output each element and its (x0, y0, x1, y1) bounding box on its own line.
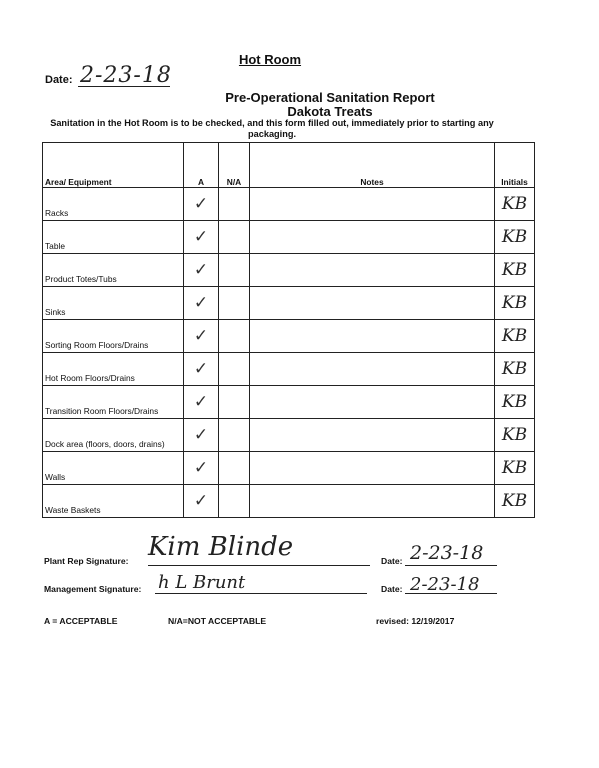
notes-cell (250, 254, 495, 287)
initials-cell: KB (495, 287, 535, 320)
table-row (43, 419, 535, 452)
acceptable-cell: ✓ (184, 188, 219, 221)
plant-rep-signature-line (148, 565, 370, 566)
area-cell: Racks (43, 188, 184, 221)
not-acceptable-cell (219, 188, 250, 221)
instruction-text: Sanitation in the Hot Room is to be checked, and this form filled out, immediately prior to starting any packaging. (50, 118, 494, 139)
initials-cell: KB (495, 188, 535, 221)
plant-rep-date: 2-23-18 (410, 542, 484, 564)
management-label: Management Signature: (44, 584, 142, 594)
section-title-text: Hot Room (238, 52, 302, 67)
acceptable-cell: ✓ (184, 221, 219, 254)
table-row (43, 452, 535, 485)
notes-cell (250, 188, 495, 221)
notes-cell (250, 353, 495, 386)
notes-cell (250, 485, 495, 518)
date-label: Date: (45, 74, 73, 86)
table-body (43, 188, 535, 518)
table-row (43, 485, 535, 518)
plant-rep-signature: Kim Blinde (148, 532, 294, 562)
col-header-area: Area/ Equipment (43, 143, 184, 188)
initials-cell: KB (495, 320, 535, 353)
management-date-label: Date: (381, 584, 403, 594)
notes-cell (250, 419, 495, 452)
table-row (43, 320, 535, 353)
acceptable-cell: ✓ (184, 485, 219, 518)
area-cell: Transition Room Floors/Drains (43, 386, 184, 419)
revised-date: revised: 12/19/2017 (376, 616, 455, 626)
not-acceptable-cell (219, 254, 250, 287)
col-header-initials: Initials (495, 143, 535, 188)
notes-cell (250, 386, 495, 419)
area-cell: Product Totes/Tubs (43, 254, 184, 287)
not-acceptable-cell (219, 419, 250, 452)
acceptable-cell: ✓ (184, 353, 219, 386)
initials-cell: KB (495, 386, 535, 419)
management-signature-line (155, 593, 367, 594)
table-header-row (43, 143, 535, 188)
initials-cell: KB (495, 221, 535, 254)
table-row (43, 287, 535, 320)
acceptable-cell: ✓ (184, 452, 219, 485)
acceptable-cell: ✓ (184, 287, 219, 320)
table-row (43, 188, 535, 221)
date-value: 2-23-18 (80, 63, 172, 88)
area-cell: Table (43, 221, 184, 254)
not-acceptable-cell (219, 386, 250, 419)
initials-cell: KB (495, 254, 535, 287)
table-row (43, 353, 535, 386)
not-acceptable-cell (219, 353, 250, 386)
initials-cell: KB (495, 353, 535, 386)
area-cell: Sorting Room Floors/Drains (43, 320, 184, 353)
not-acceptable-cell (219, 485, 250, 518)
not-acceptable-cell (219, 221, 250, 254)
plant-rep-date-line (405, 565, 497, 566)
table-row (43, 254, 535, 287)
acceptable-cell: ✓ (184, 320, 219, 353)
not-acceptable-cell (219, 287, 250, 320)
area-cell: Dock area (floors, doors, drains) (43, 419, 184, 452)
date-underline (78, 86, 170, 87)
col-header-na: N/A (219, 143, 250, 188)
management-signature: h L Brunt (158, 572, 246, 593)
initials-cell: KB (495, 485, 535, 518)
legend-not-acceptable: N/A=NOT ACCEPTABLE (168, 616, 267, 626)
initials-cell: KB (495, 452, 535, 485)
area-cell: Sinks (43, 287, 184, 320)
not-acceptable-cell (219, 320, 250, 353)
legend-acceptable: A = ACCEPTABLE (44, 616, 118, 626)
management-date-line (405, 593, 497, 594)
plant-rep-date-label: Date: (381, 556, 403, 566)
acceptable-cell: ✓ (184, 386, 219, 419)
not-acceptable-cell (219, 452, 250, 485)
management-date: 2-23-18 (410, 574, 480, 595)
company-name: Dakota Treats (287, 104, 373, 119)
sanitation-table (42, 142, 535, 518)
area-cell: Waste Baskets (43, 485, 184, 518)
acceptable-cell: ✓ (184, 254, 219, 287)
initials-cell: KB (495, 419, 535, 452)
area-cell: Walls (43, 452, 184, 485)
table-row (43, 221, 535, 254)
notes-cell (250, 287, 495, 320)
report-title: Pre-Operational Sanitation Report (225, 90, 435, 105)
notes-cell (250, 452, 495, 485)
table-row (43, 386, 535, 419)
col-header-a: A (184, 143, 219, 188)
notes-cell (250, 320, 495, 353)
acceptable-cell: ✓ (184, 419, 219, 452)
notes-cell (250, 221, 495, 254)
col-header-notes: Notes (250, 143, 495, 188)
area-cell: Hot Room Floors/Drains (43, 353, 184, 386)
plant-rep-label: Plant Rep Signature: (44, 556, 129, 566)
